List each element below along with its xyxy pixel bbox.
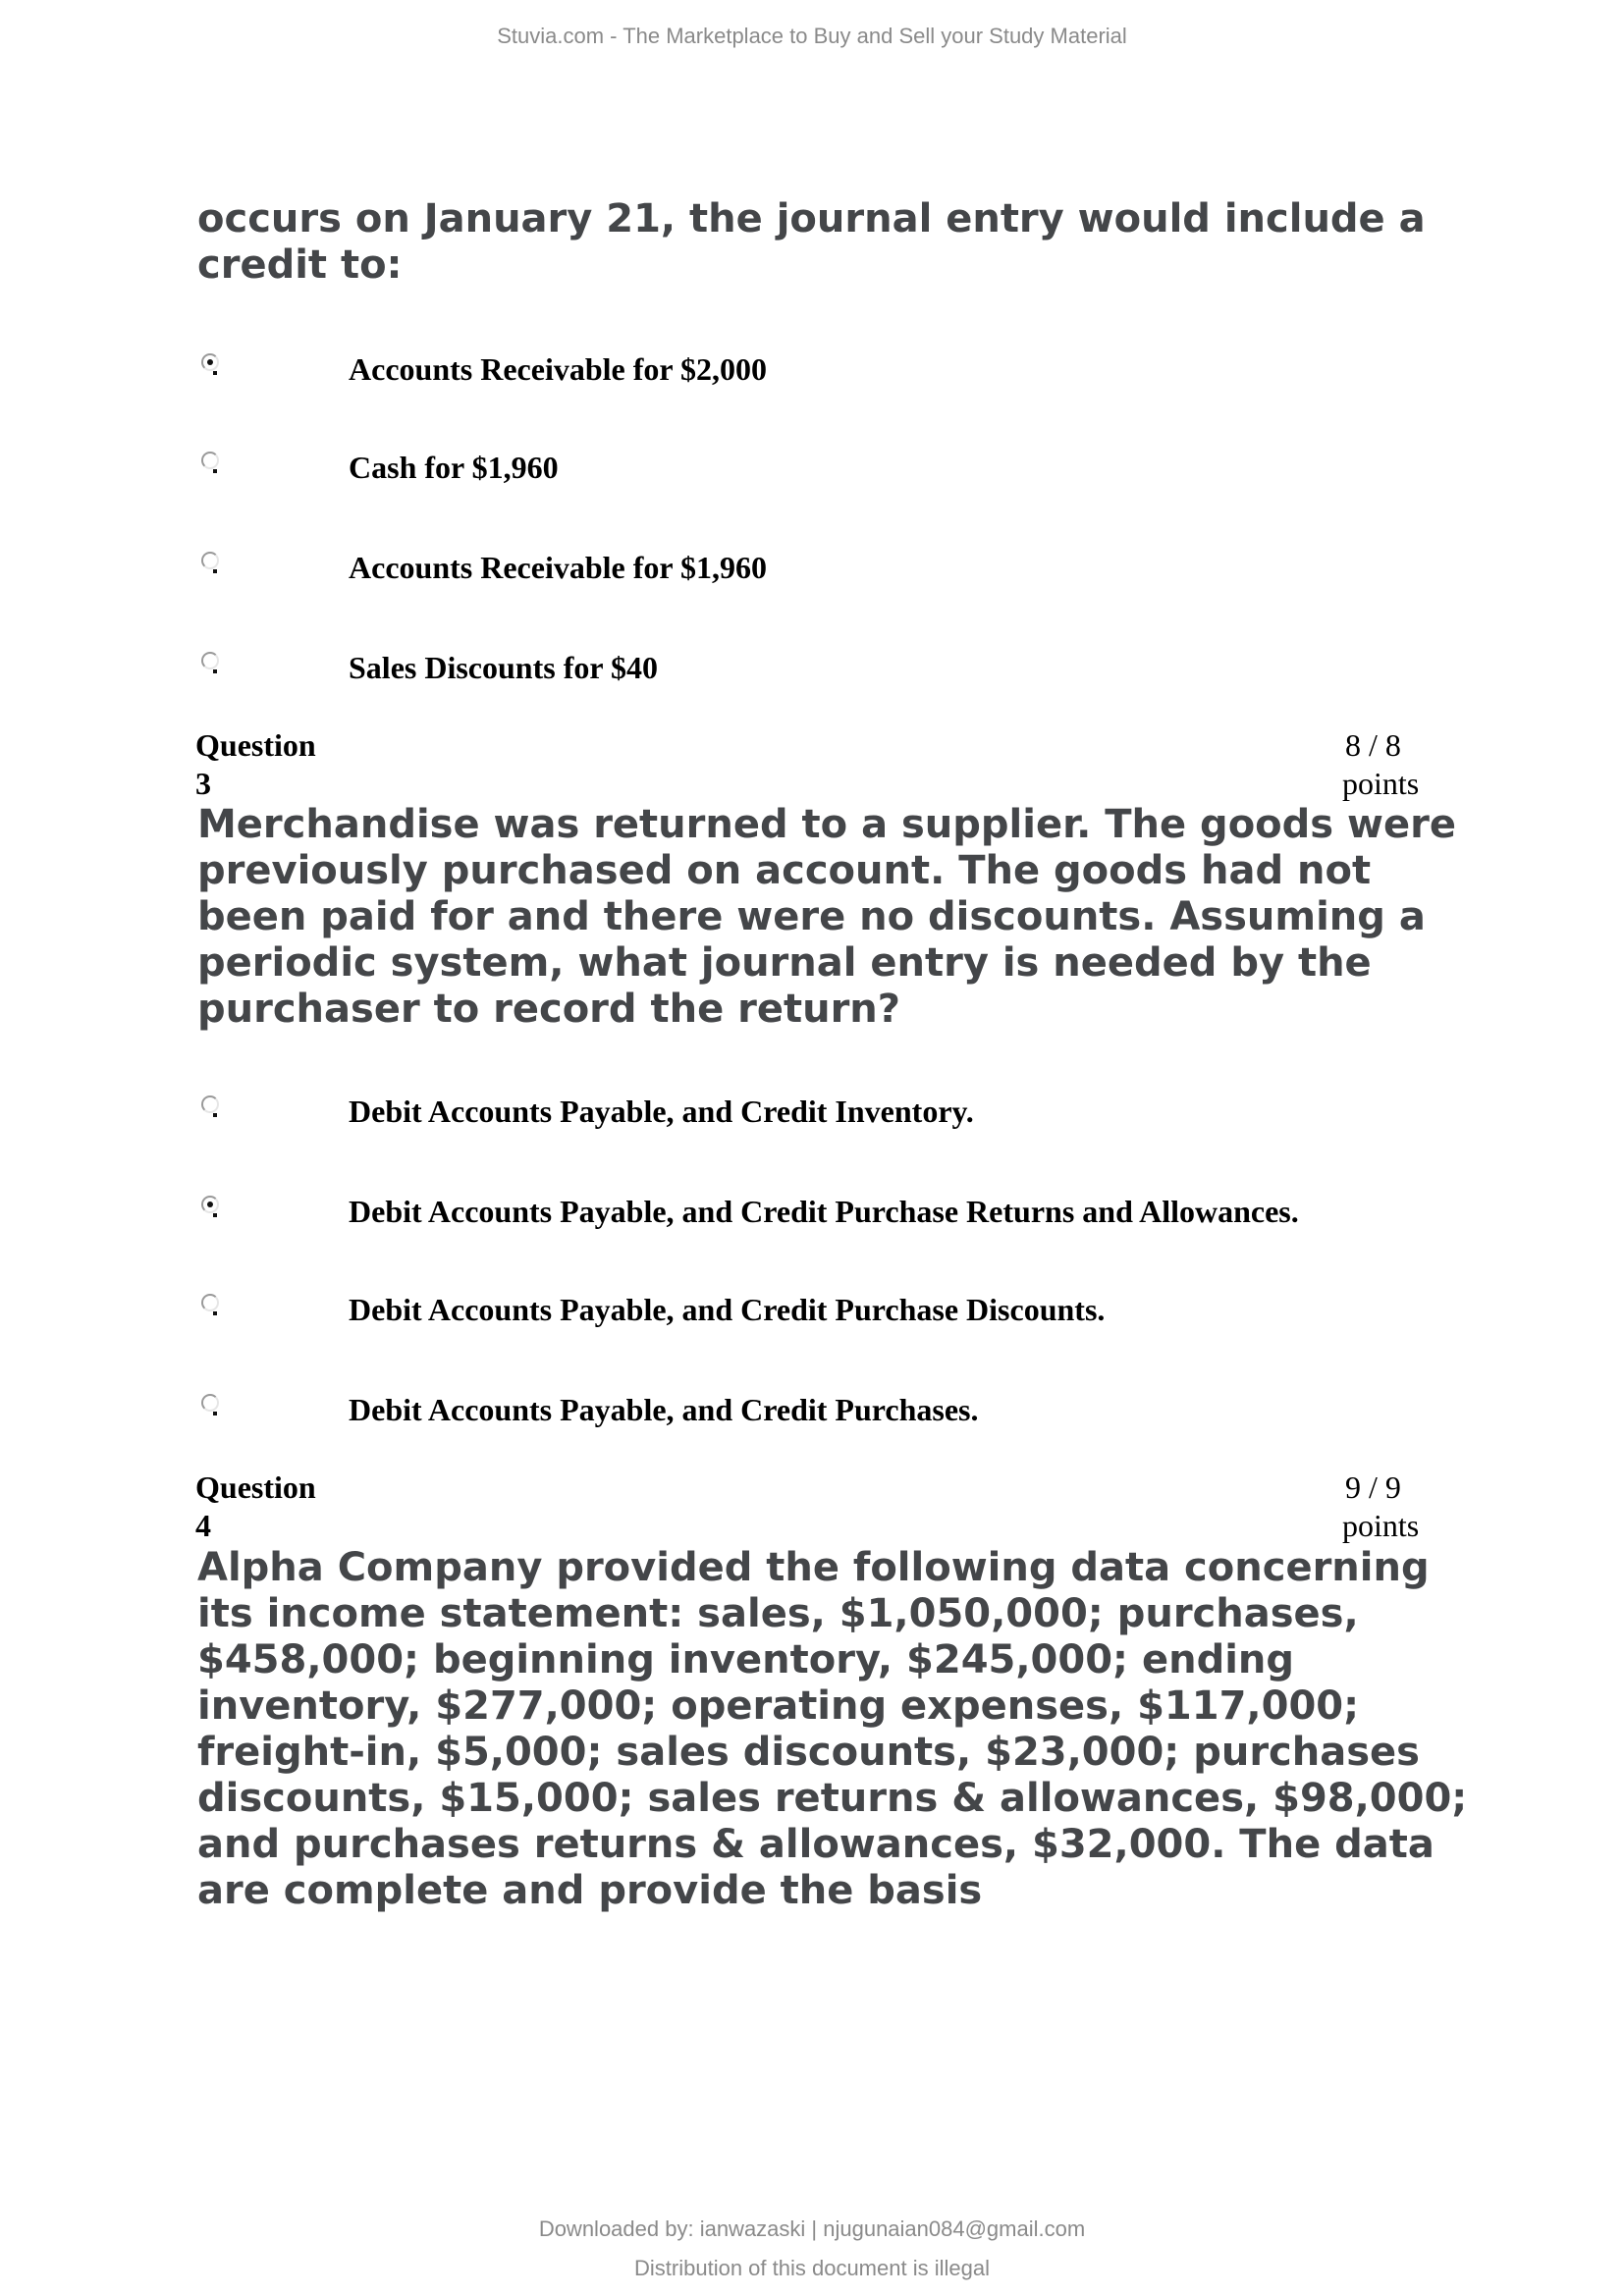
score-value: 9 / 9: [1345, 1469, 1401, 1505]
answer-option[interactable]: [201, 450, 1478, 505]
radio-unselected-icon[interactable]: [201, 652, 219, 669]
answer-option[interactable]: [201, 1094, 1478, 1148]
points-label: points: [1342, 1508, 1420, 1543]
question-label: Question: [195, 727, 316, 763]
question-2-text: occurs on January 21, the journal entry would include a credit to:: [197, 196, 1426, 288]
question-4-text: Alpha Company provided the following data concerning its income statement: sales, $1,050,000; purchases, $458,000; beginning inventory, $245,000; ending inventory, $277,000; operating expenses, $117,000; freight-in, $5,000; sales discounts, $23,000; purchases discounts, $15,000; sales returns & allowances, $98,000; and purchases returns & allowances, $32,000. The data are complete and provide the basis: [197, 1545, 1468, 1913]
answer-option-label: Debit Accounts Payable, and Credit Purchases.: [349, 1392, 979, 1427]
question-3-score: [1342, 726, 1419, 803]
radio-selected-icon[interactable]: [201, 1196, 219, 1213]
answer-option[interactable]: [201, 351, 1478, 406]
answer-option[interactable]: [201, 1194, 1478, 1249]
radio-unselected-icon[interactable]: [201, 552, 219, 569]
answer-option-label: Cash for $1,960: [349, 450, 559, 485]
radio-unselected-icon[interactable]: [201, 1294, 219, 1311]
answer-option[interactable]: [201, 550, 1478, 605]
footer-notice: Distribution of this document is illegal: [634, 2256, 990, 2280]
answer-option-label: Accounts Receivable for $2,000: [349, 351, 767, 387]
question-4-header: [195, 1468, 316, 1545]
radio-unselected-icon[interactable]: [201, 1095, 219, 1113]
answer-option-label: Accounts Receivable for $1,960: [349, 550, 767, 585]
radio-unselected-icon[interactable]: [201, 1394, 219, 1412]
score-value: 8 / 8: [1345, 727, 1401, 763]
points-label: points: [1342, 766, 1420, 801]
answer-option[interactable]: [201, 1392, 1478, 1447]
answer-option-label: Debit Accounts Payable, and Credit Purchase Returns and Allowances.: [349, 1194, 1299, 1229]
question-3-header: [195, 726, 316, 803]
question-number: 4: [195, 1508, 211, 1543]
answer-option-label: Debit Accounts Payable, and Credit Inventory.: [349, 1094, 974, 1129]
question-4-score: [1342, 1468, 1419, 1545]
question-3-text: Merchandise was returned to a supplier. The goods were previously purchased on account. The goods had not been paid for and there were no discounts. Assuming a periodic system, what journal entry is needed by the purchaser to record the return?: [197, 802, 1456, 1032]
answer-option[interactable]: [201, 1292, 1478, 1347]
radio-selected-icon[interactable]: [201, 353, 219, 371]
radio-unselected-icon[interactable]: [201, 452, 219, 469]
footer-downloaded-by: Downloaded by: ianwazaski | njugunaian084@gmail.com: [538, 2216, 1086, 2241]
answer-option[interactable]: [201, 650, 1478, 705]
question-number: 3: [195, 766, 211, 801]
answer-option-label: Sales Discounts for $40: [349, 650, 658, 685]
question-label: Question: [195, 1469, 316, 1505]
watermark-header: Stuvia.com - The Marketplace to Buy and Sell your Study Material: [497, 24, 1127, 48]
answer-option-label: Debit Accounts Payable, and Credit Purchase Discounts.: [349, 1292, 1106, 1327]
